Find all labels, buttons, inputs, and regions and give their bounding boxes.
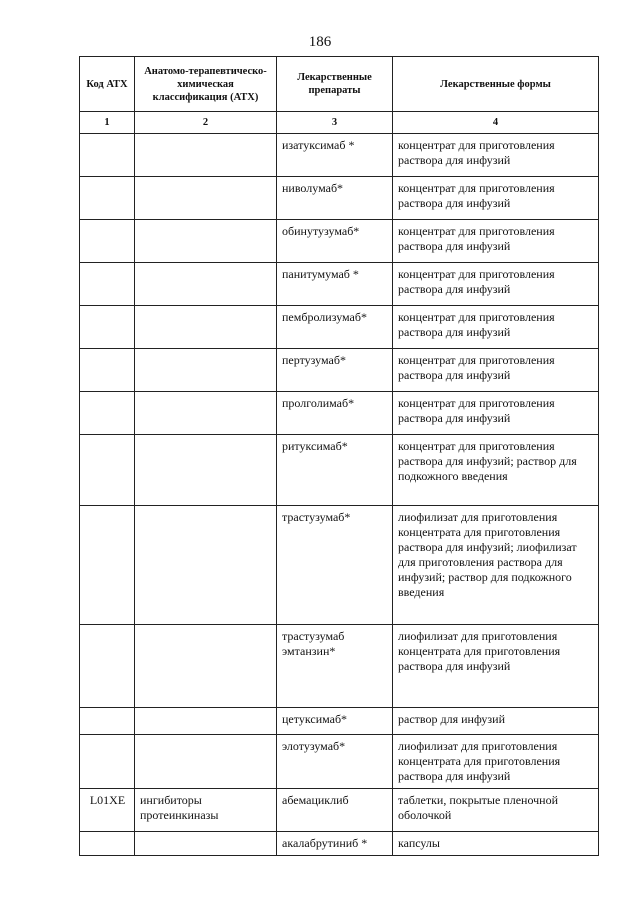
- cell-form: концентрат для приготовления раствора для инфузий: [393, 349, 599, 392]
- cell-atc: [135, 735, 277, 789]
- table-row: [80, 625, 599, 708]
- cell-form: концентрат для приготовления раствора для инфузий: [393, 220, 599, 263]
- cell-code: L01XE: [80, 789, 135, 832]
- cell-code: [80, 306, 135, 349]
- cell-code: [80, 625, 135, 708]
- cell-form: концентрат для приготовления раствора для инфузий: [393, 177, 599, 220]
- cell-drug: изатуксимаб *: [277, 134, 393, 177]
- header-code: Код АТХ: [80, 57, 135, 112]
- cell-drug: акалабрутиниб *: [277, 832, 393, 856]
- cell-atc: [135, 392, 277, 435]
- table-row: [80, 708, 599, 735]
- table-row: [80, 392, 599, 435]
- page-number: 186: [308, 34, 332, 50]
- cell-form: концентрат для приготовления раствора для инфузий: [393, 306, 599, 349]
- table-row: [80, 177, 599, 220]
- cell-code: [80, 506, 135, 625]
- cell-drug: пролголимаб*: [277, 392, 393, 435]
- cell-form: лиофилизат для приготовления концентрата для приготовления раствора для инфузий; лиофилизат для приготовления раствора для инфузий; раствор для подкожного введения: [393, 506, 599, 625]
- cell-form: раствор для инфузий: [393, 708, 599, 735]
- cell-code: [80, 349, 135, 392]
- cell-code: [80, 708, 135, 735]
- cell-drug: пембролизумаб*: [277, 306, 393, 349]
- cell-drug: обинутузумаб*: [277, 220, 393, 263]
- table-row: [80, 349, 599, 392]
- table-header-row: [80, 57, 599, 112]
- cell-code: [80, 134, 135, 177]
- table-row: [80, 263, 599, 306]
- cell-atc: [135, 177, 277, 220]
- cell-atc: [135, 506, 277, 625]
- table-row: [80, 735, 599, 789]
- cell-form: концентрат для приготовления раствора для инфузий: [393, 263, 599, 306]
- table-row: [80, 506, 599, 625]
- cell-atc: [135, 832, 277, 856]
- cell-drug: цетуксимаб*: [277, 708, 393, 735]
- cell-code: [80, 220, 135, 263]
- header-drugs: Лекарственные препараты: [277, 57, 393, 112]
- table-row: [80, 134, 599, 177]
- cell-form: концентрат для приготовления раствора для инфузий; раствор для подкожного введения: [393, 435, 599, 506]
- cell-form: капсулы: [393, 832, 599, 856]
- cell-atc: [135, 220, 277, 263]
- cell-code: [80, 735, 135, 789]
- column-number: 3: [277, 112, 393, 134]
- cell-drug: ритуксимаб*: [277, 435, 393, 506]
- cell-atc: [135, 134, 277, 177]
- header-atc: Анатомо-терапевтическо-химическая классификация (АТХ): [135, 57, 277, 112]
- cell-drug: абемациклиб: [277, 789, 393, 832]
- cell-atc: [135, 349, 277, 392]
- table-row: [80, 220, 599, 263]
- cell-form: концентрат для приготовления раствора для инфузий: [393, 134, 599, 177]
- cell-form: лиофилизат для приготовления концентрата для приготовления раствора для инфузий: [393, 625, 599, 708]
- cell-drug: пертузумаб*: [277, 349, 393, 392]
- column-number: 4: [393, 112, 599, 134]
- cell-drug: элотузумаб*: [277, 735, 393, 789]
- table-row: [80, 789, 599, 832]
- cell-code: [80, 435, 135, 506]
- header-forms: Лекарственные формы: [393, 57, 599, 112]
- cell-atc: ингибиторы протеинкиназы: [135, 789, 277, 832]
- cell-drug: панитумумаб *: [277, 263, 393, 306]
- cell-drug: трастузумаб эмтанзин*: [277, 625, 393, 708]
- column-number: 2: [135, 112, 277, 134]
- cell-code: [80, 177, 135, 220]
- cell-atc: [135, 263, 277, 306]
- column-number: 1: [80, 112, 135, 134]
- cell-atc: [135, 625, 277, 708]
- cell-form: таблетки, покрытые пленочной оболочкой: [393, 789, 599, 832]
- cell-atc: [135, 435, 277, 506]
- table-row: [80, 435, 599, 506]
- cell-form: концентрат для приготовления раствора для инфузий: [393, 392, 599, 435]
- cell-code: [80, 832, 135, 856]
- table-row: [80, 306, 599, 349]
- cell-form: лиофилизат для приготовления концентрата для приготовления раствора для инфузий: [393, 735, 599, 789]
- cell-atc: [135, 306, 277, 349]
- cell-code: [80, 392, 135, 435]
- drug-table: [79, 56, 599, 856]
- column-number-row: [80, 112, 599, 134]
- table-row: [80, 832, 599, 856]
- cell-drug: ниволумаб*: [277, 177, 393, 220]
- cell-drug: трастузумаб*: [277, 506, 393, 625]
- cell-atc: [135, 708, 277, 735]
- cell-code: [80, 263, 135, 306]
